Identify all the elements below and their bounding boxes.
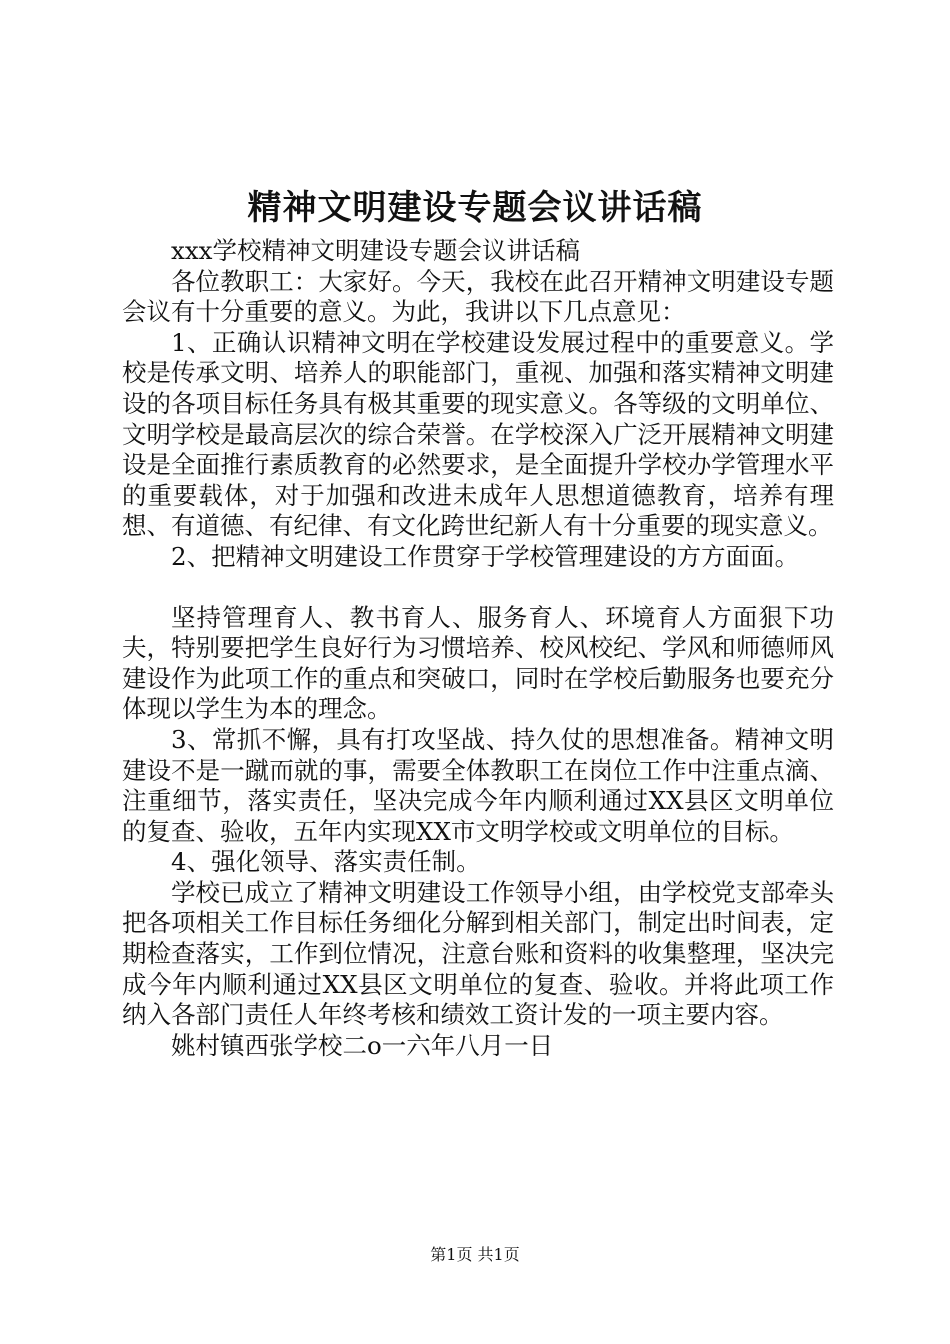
point-2-heading: 2、把精神文明建设工作贯穿于学校管理建设的方方面面。 bbox=[171, 541, 800, 571]
point-3-paragraph: 3、常抓不懈，具有打攻坚战、持久仗的思想准备。精神文明建设不是一蹴而就的事，需要全体教职工在岗位工作中注重点滴、注重细节，落实责任，坚决完成今年内顺利通过XX县区文明单位的复查、验收，五年内实现XX市文明学校或文明单位的目标。 bbox=[122, 724, 834, 846]
subtitle-line: xxx学校精神文明建设专题会议讲话稿 bbox=[171, 236, 580, 265]
point-1-paragraph: 1、正确认识精神文明在学校建设发展过程中的重要意义。学校是传承文明、培养人的职能部门，重视、加强和落实精神文明建设的各项目标任务具有极其重要的现实意义。各等级的文明单位、文明学校是最高层次的综合荣誉。在学校深入广泛开展精神文明建设是全面推行素质教育的必然要求，是全面提升学校办学管理水平的重要载体，对于加强和改进未成年人思想道德教育，培养有理想、有道德、有纪律、有文化跨世纪新人有十分重要的现实意义。 bbox=[122, 327, 834, 541]
point-4-heading: 4、强化领导、落实责任制。 bbox=[171, 847, 481, 877]
document-title: 精神文明建设专题会议讲话稿 bbox=[247, 188, 703, 228]
document-body bbox=[122, 236, 834, 1061]
greeting-paragraph: 各位教职工：大家好。今天，我校在此召开精神文明建设专题会议有十分重要的意义。为此，我讲以下几点意见： bbox=[122, 266, 834, 327]
signature-date-line: 姚村镇西张学校二o一六年八月一日 bbox=[171, 1030, 554, 1060]
point-4-paragraph: 学校已成立了精神文明建设工作领导小组，由学校党支部牵头把各项相关工作目标任务细化分解到相关部门，制定出时间表，定期检查落实，工作到位情况，注意台账和资料的收集整理，坚决完成今年内顺利通过XX县区文明单位的复查、验收。并将此项工作纳入各部门责任人年终考核和绩效工资计发的一项主要内容。 bbox=[122, 877, 834, 1030]
page-number-footer: 第1页 共1页 bbox=[430, 1245, 520, 1264]
point-2-paragraph: 坚持管理育人、教书育人、服务育人、环境育人方面狠下功夫，特别要把学生良好行为习惯培养、校风校纪、学风和师德师风建设作为此项工作的重点和突破口，同时在学校后勤服务也要充分体现以学生为本的理念。 bbox=[122, 602, 834, 724]
